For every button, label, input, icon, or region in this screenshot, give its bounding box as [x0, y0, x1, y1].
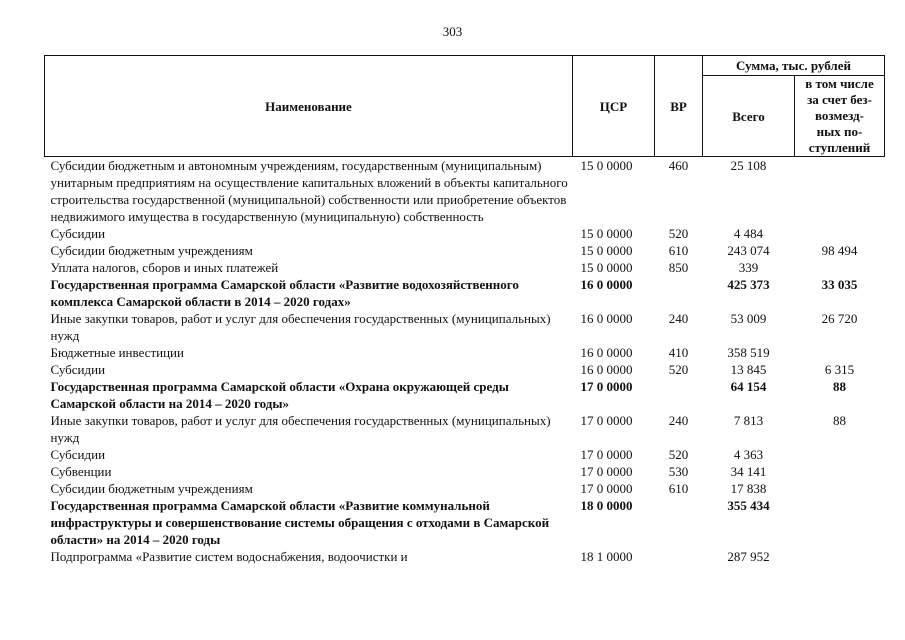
cell-total: 355 434: [727, 498, 770, 513]
cell-grant: [795, 548, 885, 565]
cell-vr: 520: [668, 226, 689, 241]
cell-grant: [795, 344, 885, 361]
cell-name: Государственная программа Самарской области «Охрана окружающей среды Самарской области на 2014 – 2020 годы»: [50, 379, 509, 411]
cell-grant: [795, 497, 885, 548]
header-grant-line: ных по-: [816, 124, 863, 139]
cell-csr: 17 0 0000: [580, 379, 633, 394]
cell-total: 64 154: [730, 379, 767, 394]
cell-grant: 26 720: [821, 311, 858, 326]
cell-total: 4 484: [733, 226, 764, 241]
budget-table: [44, 55, 885, 565]
cell-csr: 17 0 0000: [580, 413, 633, 428]
table-row: [45, 463, 885, 480]
cell-total: 13 845: [730, 362, 767, 377]
cell-csr: 16 0 0000: [580, 362, 633, 377]
cell-total: 53 009: [730, 311, 767, 326]
cell-grant: [795, 259, 885, 276]
cell-grant: 33 035: [821, 277, 858, 292]
cell-vr: 240: [668, 413, 689, 428]
table-row: [45, 480, 885, 497]
cell-total: 34 141: [730, 464, 767, 479]
cell-csr: 18 1 0000: [580, 549, 633, 564]
cell-name: Субвенции: [50, 464, 112, 479]
cell-vr: [655, 548, 703, 565]
table-row: [45, 242, 885, 259]
table-row: [45, 548, 885, 565]
table-row: [45, 361, 885, 378]
cell-csr: 16 0 0000: [580, 277, 633, 292]
header-csr: ЦСР: [573, 56, 655, 157]
cell-total: 358 519: [727, 345, 770, 360]
header-grant-line: возмезд-: [815, 108, 864, 123]
cell-grant: 6 315: [824, 362, 855, 377]
cell-total: 7 813: [733, 413, 764, 428]
header-grant-line: ступлений: [808, 140, 871, 155]
table-row: [45, 276, 885, 310]
cell-vr: 610: [668, 481, 689, 496]
cell-name: Бюджетные инвестиции: [50, 345, 184, 360]
table-row: [45, 497, 885, 548]
cell-name: Субсидии бюджетным учреждениям: [50, 243, 253, 258]
cell-csr: 15 0 0000: [580, 158, 633, 173]
cell-vr: 850: [668, 260, 689, 275]
cell-vr: 240: [668, 311, 689, 326]
table-row: [45, 225, 885, 242]
cell-csr: 16 0 0000: [580, 345, 633, 360]
cell-grant: 98 494: [821, 243, 858, 258]
table-row: [45, 157, 885, 226]
cell-grant: [795, 463, 885, 480]
cell-csr: 15 0 0000: [580, 226, 633, 241]
cell-name: Субсидии бюджетным учреждениям: [50, 481, 253, 496]
table-row: [45, 446, 885, 463]
cell-csr: 17 0 0000: [580, 447, 633, 462]
cell-total: 25 108: [730, 158, 767, 173]
cell-grant: [795, 157, 885, 226]
header-sum: Сумма, тыс. рублей: [703, 56, 885, 76]
cell-csr: 15 0 0000: [580, 260, 633, 275]
cell-name: Подпрограмма «Развитие систем водоснабжения, водоочистки и: [50, 549, 408, 564]
table-row: [45, 344, 885, 361]
header-grant-line: за счет без-: [807, 92, 872, 107]
cell-vr: 460: [668, 158, 689, 173]
cell-vr: 410: [668, 345, 689, 360]
header-grant-line: в том числе: [805, 76, 874, 91]
table-row: [45, 310, 885, 344]
cell-grant: [795, 480, 885, 497]
cell-name: Государственная программа Самарской области «Развитие водохозяйственного комплекса Самарской области в 2014 – 2020 годах»: [50, 277, 519, 309]
header-total: Всего: [703, 76, 795, 157]
cell-name: Уплата налогов, сборов и иных платежей: [50, 260, 279, 275]
header-vr: ВР: [655, 56, 703, 157]
cell-vr: 520: [668, 447, 689, 462]
cell-vr: [655, 276, 703, 310]
cell-csr: 18 0 0000: [580, 498, 633, 513]
page-number: 303: [442, 24, 463, 39]
cell-total: 17 838: [730, 481, 767, 496]
cell-name: Субсидии бюджетным и автономным учреждениям, государственным (муниципальным) унитарным предприятиям на осуществление капитальных вложений в объекты капитального строительства государственной (муниципальной) собственности или приобретение объектов недвижимого имущества в государственную (муниципальную) собственность: [50, 158, 568, 224]
cell-vr: [655, 378, 703, 412]
cell-name: Иные закупки товаров, работ и услуг для обеспечения государственных (муниципальных) нужд: [50, 311, 551, 343]
cell-name: Субсидии: [50, 226, 106, 241]
cell-total: 243 074: [727, 243, 770, 258]
cell-name: Субсидии: [50, 447, 106, 462]
cell-total: 339: [738, 260, 759, 275]
cell-csr: 15 0 0000: [580, 243, 633, 258]
cell-vr: 610: [668, 243, 689, 258]
cell-csr: 16 0 0000: [580, 311, 633, 326]
cell-name: Иные закупки товаров, работ и услуг для обеспечения государственных (муниципальных) нужд: [50, 413, 551, 445]
header-name: Наименование: [45, 56, 573, 157]
cell-grant: 88: [833, 413, 846, 428]
cell-total: 4 363: [733, 447, 764, 462]
table-row: [45, 259, 885, 276]
cell-name: Государственная программа Самарской области «Развитие коммунальной инфраструктуры и совершенствование системы обращения с отходами в Самарской области» на 2014 – 2020 годы: [50, 498, 550, 547]
cell-grant: [795, 446, 885, 463]
cell-grant: 88: [833, 379, 846, 394]
cell-total: 425 373: [727, 277, 770, 292]
cell-csr: 17 0 0000: [580, 464, 633, 479]
cell-vr: [655, 497, 703, 548]
cell-vr: 520: [668, 362, 689, 377]
table-row: [45, 412, 885, 446]
cell-name: Субсидии: [50, 362, 106, 377]
cell-total: 287 952: [727, 549, 770, 564]
cell-grant: [795, 225, 885, 242]
cell-vr: 530: [668, 464, 689, 479]
table-row: [45, 378, 885, 412]
cell-csr: 17 0 0000: [580, 481, 633, 496]
header-grant: [795, 76, 885, 157]
table-body: [45, 157, 885, 566]
